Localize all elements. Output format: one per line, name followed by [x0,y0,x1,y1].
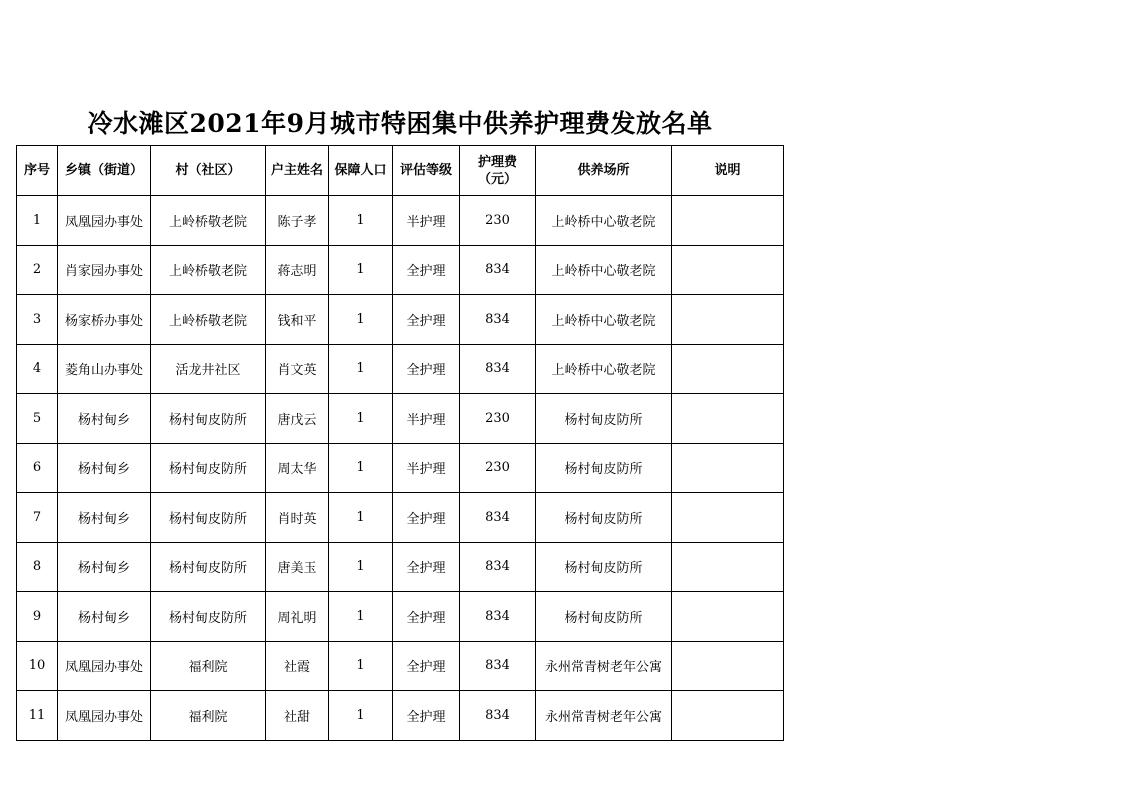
cell-village: 杨村甸皮防所 [151,493,266,543]
cell-seq: 8 [17,542,58,592]
cell-note [672,592,784,642]
cell-seq: 2 [17,245,58,295]
cell-fee: 834 [460,592,536,642]
cell-note [672,344,784,394]
cell-head: 肖时英 [266,493,329,543]
cell-head: 周礼明 [266,592,329,642]
cell-people: 1 [329,295,393,345]
cell-seq: 9 [17,592,58,642]
cell-head: 陈子孝 [266,196,329,246]
cell-note [672,295,784,345]
cell-note [672,245,784,295]
cell-head: 唐美玉 [266,542,329,592]
cell-note [672,196,784,246]
header-seq: 序号 [17,146,58,196]
cell-village: 杨村甸皮防所 [151,443,266,493]
cell-town: 杨村甸乡 [58,592,151,642]
header-fee [460,146,536,196]
cell-people: 1 [329,344,393,394]
cell-level: 全护理 [393,344,460,394]
cell-people: 1 [329,196,393,246]
cell-people: 1 [329,592,393,642]
cell-fee: 834 [460,344,536,394]
cell-place: 永州常青树老年公寓 [536,691,672,741]
header-fee-line1: 护理费 [477,154,517,170]
cell-note [672,443,784,493]
cell-head: 社霞 [266,641,329,691]
cell-fee: 834 [460,691,536,741]
document-title: 冷水滩区2021年9月城市特困集中供养护理费发放名单 [87,109,713,138]
cell-note [672,691,784,741]
cell-place: 上岭桥中心敬老院 [536,344,672,394]
cell-village: 上岭桥敬老院 [151,295,266,345]
cell-note [672,641,784,691]
cell-people: 1 [329,641,393,691]
cell-village: 杨村甸皮防所 [151,542,266,592]
cell-level: 全护理 [393,691,460,741]
cell-level: 全护理 [393,542,460,592]
header-level: 评估等级 [393,146,460,196]
cell-note [672,394,784,444]
cell-fee: 834 [460,542,536,592]
cell-people: 1 [329,245,393,295]
cell-seq: 1 [17,196,58,246]
header-people: 保障人口 [329,146,393,196]
cell-seq: 5 [17,394,58,444]
cell-village: 杨村甸皮防所 [151,394,266,444]
cell-seq: 4 [17,344,58,394]
cell-place: 上岭桥中心敬老院 [536,245,672,295]
table-row [17,394,784,444]
table-row [17,691,784,741]
cell-fee: 230 [460,443,536,493]
table-row [17,592,784,642]
cell-seq: 10 [17,641,58,691]
cell-town: 凤凰园办事处 [58,641,151,691]
cell-note [672,493,784,543]
cell-head: 周太华 [266,443,329,493]
cell-place: 杨村甸皮防所 [536,443,672,493]
cell-town: 杨家桥办事处 [58,295,151,345]
cell-people: 1 [329,493,393,543]
table-header-row [17,146,784,196]
cell-place: 杨村甸皮防所 [536,542,672,592]
cell-fee: 230 [460,196,536,246]
table-row [17,295,784,345]
header-note: 说明 [672,146,784,196]
header-place: 供养场所 [536,146,672,196]
cell-fee: 834 [460,295,536,345]
table-row [17,641,784,691]
cell-level: 全护理 [393,493,460,543]
cell-town: 凤凰园办事处 [58,691,151,741]
cell-village: 福利院 [151,691,266,741]
header-head: 户主姓名 [266,146,329,196]
cell-seq: 6 [17,443,58,493]
cell-people: 1 [329,691,393,741]
cell-level: 全护理 [393,641,460,691]
cell-village: 上岭桥敬老院 [151,196,266,246]
table-row [17,196,784,246]
cell-place: 杨村甸皮防所 [536,592,672,642]
cell-seq: 3 [17,295,58,345]
cell-village: 杨村甸皮防所 [151,592,266,642]
cell-place: 永州常青树老年公寓 [536,641,672,691]
cell-level: 全护理 [393,592,460,642]
cell-head: 钱和平 [266,295,329,345]
table-row [17,542,784,592]
cell-place: 杨村甸皮防所 [536,394,672,444]
header-fee-line2: （元） [477,171,517,187]
cell-village: 福利院 [151,641,266,691]
cell-village: 上岭桥敬老院 [151,245,266,295]
cell-people: 1 [329,394,393,444]
cell-village: 活龙井社区 [151,344,266,394]
cell-level: 半护理 [393,443,460,493]
cell-head: 肖文英 [266,344,329,394]
cell-town: 杨村甸乡 [58,542,151,592]
cell-level: 半护理 [393,196,460,246]
cell-town: 菱角山办事处 [58,344,151,394]
cell-people: 1 [329,443,393,493]
cell-fee: 834 [460,245,536,295]
cell-fee: 834 [460,641,536,691]
table-row [17,443,784,493]
cell-level: 全护理 [393,295,460,345]
cell-place: 上岭桥中心敬老院 [536,196,672,246]
cell-fee: 230 [460,394,536,444]
cell-seq: 11 [17,691,58,741]
header-town: 乡镇（街道） [58,146,151,196]
cell-town: 杨村甸乡 [58,493,151,543]
header-village: 村（社区） [151,146,266,196]
cell-people: 1 [329,542,393,592]
cell-level: 半护理 [393,394,460,444]
cell-town: 凤凰园办事处 [58,196,151,246]
cell-head: 唐戊云 [266,394,329,444]
cell-head: 蒋志明 [266,245,329,295]
cell-level: 全护理 [393,245,460,295]
table-row [17,344,784,394]
cell-town: 杨村甸乡 [58,394,151,444]
payment-list-table [16,145,784,741]
cell-fee: 834 [460,493,536,543]
cell-seq: 7 [17,493,58,543]
cell-head: 社甜 [266,691,329,741]
cell-town: 肖家园办事处 [58,245,151,295]
cell-note [672,542,784,592]
table-row [17,245,784,295]
table-row [17,493,784,543]
cell-town: 杨村甸乡 [58,443,151,493]
cell-place: 上岭桥中心敬老院 [536,295,672,345]
cell-place: 杨村甸皮防所 [536,493,672,543]
